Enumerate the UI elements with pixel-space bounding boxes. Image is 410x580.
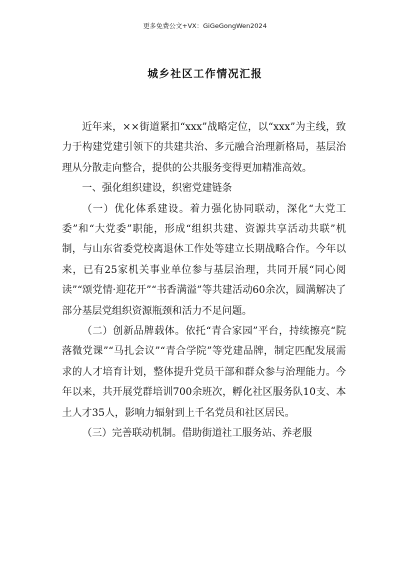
paragraph-system-building: （一）优化体系建设。着力强化协同联动，深化“大党工委”和“大党委”职能，形成“组织共建、资源共享活动共联”机制，与山东省委党校离退休工作处等建立长期战略合作。今年以来，已有25家机关事业单位参与基层治理，共同开展“同心阅读”“颂党情·迎花开”“书香满溢”等共建活动60余次，圆满解决了部分基层党组织资源瓶颈和活力不足问题。 [62,203,346,317]
section-heading: 一、强化组织建设，织密党建链条 [82,183,232,195]
intro-paragraph: 近年来，××街道紧扣“xxx”战略定位，以“xxx”为主线，致力于构建党建引领下的共建共治、多元融合治理新格局，基层治理从分散走向整合，提供的公共服务变得更加精准高效。 [62,122,346,174]
document-body [62,118,346,445]
document-title: 城乡社区工作情况汇报 [147,68,263,80]
header-note: 更多免费公文+VX：GiGeGongWen2024 [143,22,267,30]
paragraph-brand-carrier: （二）创新品牌载体。依托“青合家园”平台，持续擦亮“院落微党课”“马扎会议”“青合学院”等党建品牌，制定匹配发展需求的人才培育计划，整体提升党员干部和群众参与治理能力。今年以来，共开展党群培训700余班次，孵化社区服务队10支、本土人才35人，影响力辐射到上千名党员和社区居民。 [62,326,346,419]
paragraph-linkage-mechanism: （三）完善联动机制。借助街道社工服务站、养老服 [82,428,312,440]
